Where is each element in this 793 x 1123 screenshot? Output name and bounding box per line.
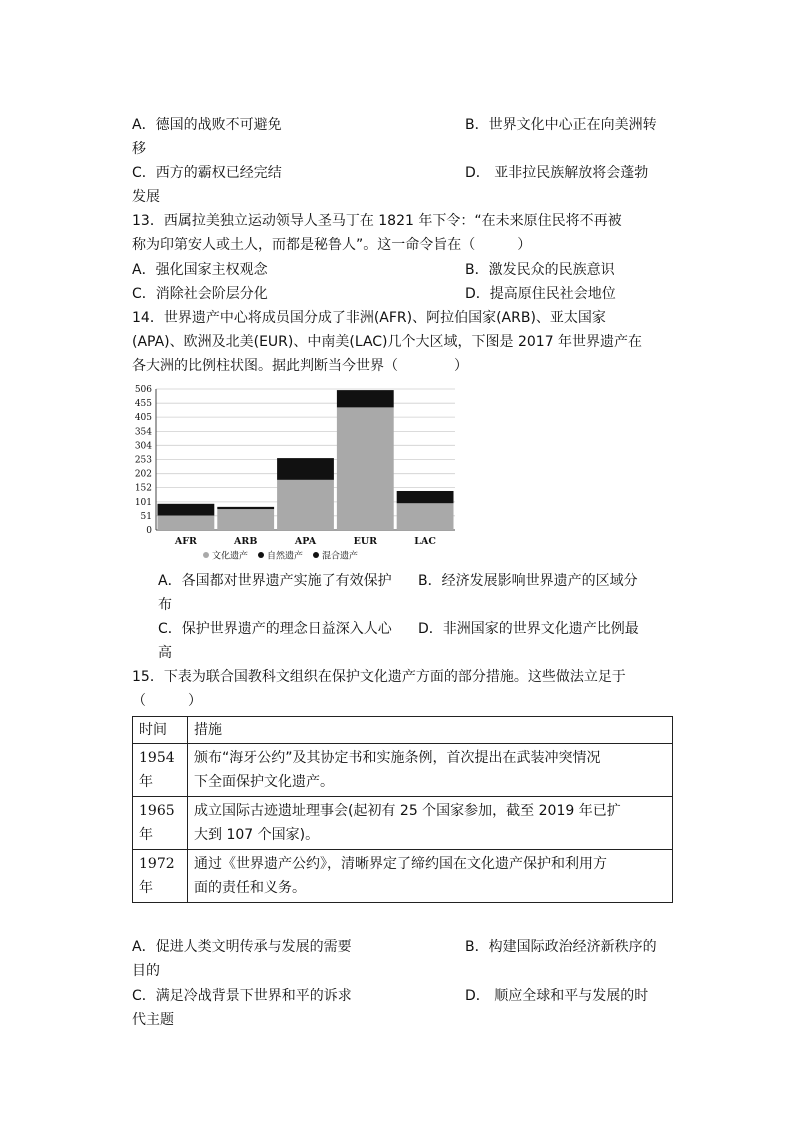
heritage-bar-chart <box>130 380 465 565</box>
q12-option-d[interactable]: D． 亚非拉民族解放将会蓬勃 <box>465 165 649 181</box>
q15-stem-line-2: （ ） <box>132 693 202 709</box>
q15-option-b-wrap: 目的 <box>132 963 160 979</box>
q14-option-d[interactable]: D．非洲国家的世界文化遗产比例最 <box>418 621 639 637</box>
q15-option-c[interactable]: C．满足冷战背景下世界和平的诉求 <box>132 988 352 1004</box>
year-value: 1954 <box>139 750 175 766</box>
table-header-time: 时间 <box>133 717 188 744</box>
measures-table <box>132 716 673 903</box>
measure-line-1: 颁布“海牙公约”及其协定书和实施条例，首次提出在武装冲突情况 <box>194 750 601 766</box>
q14-option-c[interactable]: C．保护世界遗产的理念日益深入人心 <box>158 621 392 637</box>
bar-afr-series-1 <box>157 504 214 516</box>
q15-option-a[interactable]: A．促进人类文明传承与发展的需要 <box>132 939 352 955</box>
q14-option-b-wrap: 布 <box>158 597 172 613</box>
x-tick-label: EUR <box>353 536 378 547</box>
y-tick-label: 202 <box>134 469 152 480</box>
table-row <box>133 744 673 797</box>
q13-option-c[interactable]: C．消除社会阶层分化 <box>132 286 268 302</box>
table-cell-year <box>133 797 188 850</box>
x-tick-label: LAC <box>414 536 436 547</box>
q13-stem-line-2: 称为印第安人或土人，而都是秘鲁人”。这一命令旨在（ ） <box>132 237 532 253</box>
legend-marker <box>313 552 319 558</box>
q13-stem-line-1: 13．西属拉美独立运动领导人圣马丁在 1821 年下令：“在未来原住民将不再被 <box>132 213 622 229</box>
y-tick-label: 354 <box>134 427 152 438</box>
y-tick-label: 0 <box>146 526 152 536</box>
q13-option-d[interactable]: D．提高原住民社会地位 <box>465 286 616 302</box>
q12-option-b[interactable]: B．世界文化中心正在向美洲转 <box>465 117 657 133</box>
y-tick-label: 51 <box>140 511 152 522</box>
q14-option-b[interactable]: B．经济发展影响世界遗产的区域分 <box>418 573 638 589</box>
bar-eur-series-1 <box>337 390 394 407</box>
legend-label: 文化遗产 <box>212 551 249 562</box>
table-cell-measure <box>188 850 673 903</box>
measure-line-1: 成立国际古迹遗址理事会(起初有 25 个国家参加，截至 2019 年已扩 <box>194 803 621 819</box>
legend-label: 混合遗产 <box>322 551 359 562</box>
table-row <box>133 850 673 903</box>
q14-option-a[interactable]: A．各国都对世界遗产实施了有效保护 <box>158 573 392 589</box>
q15-option-d[interactable]: D． 顺应全球和平与发展的时 <box>465 988 649 1004</box>
y-tick-label: 506 <box>134 385 152 395</box>
x-tick-label: AFR <box>174 536 197 547</box>
q12-option-a[interactable]: A．德国的战败不可避免 <box>132 117 282 133</box>
x-tick-label: ARB <box>234 536 258 547</box>
bar-lac-series-0 <box>397 503 454 530</box>
year-unit: 年 <box>139 827 153 843</box>
q15-option-b[interactable]: B．构建国际政治经济新秩序的 <box>465 939 657 955</box>
bar-arb-series-1 <box>217 507 274 509</box>
q12-option-c[interactable]: C．西方的霸权已经完结 <box>132 165 282 181</box>
y-tick-label: 253 <box>134 455 152 466</box>
measure-line-2: 面的责任和义务。 <box>194 880 306 896</box>
measure-line-2: 大到 107 个国家)。 <box>194 827 320 843</box>
q15-stem-line-1: 15．下表为联合国教科文组织在保护文化遗产方面的部分措施。这些做法立足于 <box>132 669 626 685</box>
legend-marker <box>258 552 264 558</box>
q12-option-b-wrap: 移 <box>132 141 146 157</box>
table-row <box>133 797 673 850</box>
bar-arb-series-0 <box>217 509 274 530</box>
y-tick-label: 101 <box>134 497 152 508</box>
table-cell-measure <box>188 797 673 850</box>
year-value: 1965 <box>139 803 175 819</box>
q14-stem-line-2: (APA)、欧洲及北美(EUR)、中南美(LAC)几个大区域，下图是 2017 年世界遗产在 <box>132 334 643 350</box>
q14-option-d-wrap: 高 <box>158 645 172 661</box>
year-unit: 年 <box>139 880 153 896</box>
q14-stem-line-1: 14．世界遗产中心将成员国分成了非洲(AFR)、阿拉伯国家(ARB)、亚太国家 <box>132 310 606 326</box>
q13-option-b[interactable]: B．激发民众的民族意识 <box>465 262 615 278</box>
year-value: 1972 <box>139 856 175 872</box>
x-tick-label: APA <box>294 536 317 547</box>
y-tick-label: 405 <box>134 413 152 424</box>
y-tick-label: 304 <box>134 441 152 452</box>
q15-option-d-wrap: 代主题 <box>132 1012 174 1028</box>
bar-lac-series-1 <box>397 491 454 503</box>
bar-eur-series-0 <box>337 407 394 530</box>
q12-option-d-wrap: 发展 <box>132 189 160 205</box>
bar-afr-series-0 <box>157 516 214 530</box>
bar-apa-series-0 <box>277 480 334 530</box>
y-tick-label: 152 <box>134 483 152 494</box>
q13-option-a[interactable]: A．强化国家主权观念 <box>132 262 268 278</box>
table-cell-year <box>133 744 188 797</box>
legend-label: 自然遗产 <box>267 551 304 562</box>
q14-stem-line-3: 各大洲的比例柱状图。据此判断当今世界（ ） <box>132 358 468 374</box>
legend-marker <box>203 552 209 558</box>
measure-line-2: 下全面保护文化遗产。 <box>194 774 334 790</box>
table-cell-measure <box>188 744 673 797</box>
table-header-row <box>133 717 673 744</box>
table-header-measure: 措施 <box>188 717 673 744</box>
table-cell-year <box>133 850 188 903</box>
y-tick-label: 455 <box>134 399 152 410</box>
bar-apa-series-1 <box>277 458 334 480</box>
measure-line-1: 通过《世界遗产公约》，清晰界定了缔约国在文化遗产保护和利用方 <box>194 856 607 872</box>
year-unit: 年 <box>139 774 153 790</box>
